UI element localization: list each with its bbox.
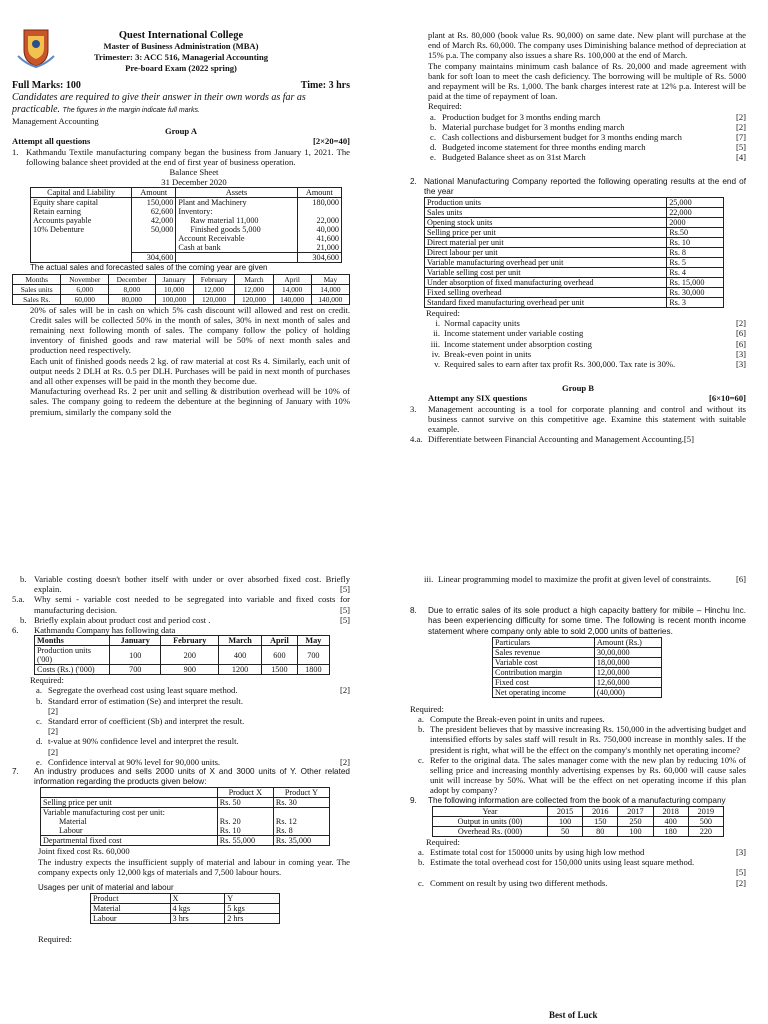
question-6: 6. Kathmandu Company has following data — [12, 625, 176, 636]
q7-usage-intro: Usages per unit of material and labour — [38, 883, 174, 893]
right-bottom-column — [410, 574, 746, 888]
subject: Management Accounting — [12, 116, 99, 126]
q6-required: Required: — [30, 675, 64, 686]
left-bottom-column — [12, 574, 350, 945]
q1-para-5: The company maintains minimum cash balance of Rs. 20,000 and made agreement with bank for soft loan to meet the cash deficiency. The borrowing will be multiple of Rs. 5000 and repayment will be Rs. 1,000. The bank charges interest rate at 12% p.a. Interest will be paid at the time of repayment of loan. — [428, 60, 746, 102]
margin-note: The figures in the margin indicate full marks. — [62, 106, 200, 114]
q9-table: Year 2015 2016 2017 2018 2019 Output in units (00) 100 150 250 400 500 Overhead Rs. (000) 50 80 100 180 220 — [432, 806, 724, 837]
question-9: 9. The following information are collected from the book of a manufacturing company — [410, 795, 726, 805]
question-8: 8. Due to erratic sales of its sole product a high capacity battery for mibile – Hinchu Inc. has been experiencing difficulty for some time. The following is recent month income statement where company only able to sold 2,000 units of batteries. — [410, 606, 746, 636]
question-4b: b. Variable costing doesn't bother itself with under or over absorbed fixed cost. Briefly explain. [5] — [20, 574, 350, 595]
q7-required: Required: — [38, 934, 72, 945]
q9-required: Required: — [426, 836, 460, 847]
q8-required-list: a. Compute the Break-even point in units and rupees. b. The president believes that by massive increasing Rs. 150,000 in the advertising budget and intensified efforts by sales staff will result in Rs. 750,000 increase in monthly sales. If the president is right, what will be the effect on the company's monthly net operating income? c. Refer to the original data. The sales manager come with the new plan by reducing 10% of selling price and increasing monthly advertising expenses by Rs. 60,000 will cause sales unit will increase by 50%. What will be the effect on net operating income if this plan adopt by company? — [418, 714, 746, 796]
q8-table: Particulars Amount (Rs.) Sales revenue 30,00,000 Variable cost 18,00,000 Contribution margin 12,00,000 Fixed cost 12,60,000 Net operating income (40,000) — [492, 637, 662, 698]
group-a-attempt-row — [12, 136, 350, 146]
full-marks: Full Marks: 100 — [12, 80, 81, 91]
q7-usage-table: Product X Y Material 4 kgs 5 kgs Labour 3 hrs 2 hrs — [90, 893, 280, 924]
q7-joint-cost: Joint fixed cost Rs. 60,000 — [38, 846, 130, 857]
question-1: 1. Kathmandu Textile manufacturing company began the business from January 1, 2021. The following balance sheet provided at the end of first year of business operation. — [12, 146, 350, 167]
group-a-attempt: Attempt all questions — [12, 136, 91, 147]
exam-title: Pre-board Exam (2022 spring) — [125, 63, 237, 73]
q8-required: Required: — [410, 703, 444, 714]
sales-intro: The actual sales and forecasted sales of the coming year are given — [30, 263, 268, 273]
question-5b: b. Briefly explain about product cost and period cost . [5] — [20, 614, 350, 625]
group-b-title: Group B — [561, 383, 595, 394]
q6-table: Months January February March April May Production units ('00) 100 200 400 600 700 Costs (Rs.) ('000) 700 900 1200 1500 1800 — [34, 635, 330, 675]
q1-para-3: Manufacturing overhead Rs. 2 per unit and selling & distribution overhead will be 10% of sales. The company going to redeem the debenture at the beginning of January with 10% premium, similarly the company sold the — [30, 386, 350, 417]
exam-time: Time: 3 hrs — [300, 80, 350, 91]
group-b-marks: [6×10=60] — [708, 393, 746, 404]
q7-table: Product X Product Y Selling price per unit Rs. 50 Rs. 30 Variable manufacturing cost per unit: Material Rs. 20 Rs. 12 Labour Rs. 10 Rs. 8 Departmental fixed cost Rs. 55,000 Rs. 35,000 — [40, 787, 330, 846]
q6-required-list: a. Segregate the overhead cost using least square method. [2] b. Standard error of estimation (Se) and interpret the result. [2] c. Standard error of coefficient (Sb) and interpret the result. [2] d. t-value at 90% confidence level and interpret the result. [2] e. Confidence interval at 90% level for 90,000 units. [2] — [36, 685, 350, 767]
q1-para-2: Each unit of finished goods needs 2 kg. of raw material at cost Rs 4. Similarly, each unit of output needs 2 DLH at Rs. 0.5 per DLH. Purchases will be paid in next month of purchases and all other expenses will be paid in the month they become due. — [30, 355, 350, 387]
q9-required-list: a. Estimate total cost for 150000 units by using high low method [3] b. Estimate the total overhead cost for 150,000 units using least square method. [5] c. Comment on result by using two different methods. [2] — [418, 847, 746, 888]
q2-required-list: i. Normal capacity units [2] ii. Income statement under variable costing [6] iii. Income statement under absorption costing [6] iv. Break-even point in units [3] v. Required sales to earn after tax profit Rs. 300,000. Tax rate is 30%. [3] — [430, 318, 746, 370]
q2-required: Required: — [426, 308, 460, 319]
instruction: Candidates are required to give their answer in their own words as far as practicable. The figures in the margin indicate full marks. — [12, 92, 306, 115]
trimester-line: Trimester: 3: ACC 516, Managerial Accounting — [93, 52, 269, 62]
footer-best-of-luck: Best of Luck — [549, 1010, 598, 1020]
bs-title: Balance Sheet — [169, 167, 219, 178]
q1-para-4: plant at Rs. 80,000 (book value Rs. 90,000) on same date. New plant will purchase at the end of March Rs. 60,000. The company uses Diminishing balance method of depreciation at 15% p.a. The company also issues a share Rs. 100,000 at the end of March. — [428, 30, 746, 61]
question-2: 2. National Manufacturing Company reported the following operating results at the end of the year — [410, 176, 746, 196]
group-b-attempt: Attempt any SIX questions — [428, 393, 528, 404]
group-a-marks: [2×20=40] — [312, 136, 350, 147]
question-4a: 4.a. Differentiate between Financial Accounting and Management Accounting.[5] — [410, 434, 694, 445]
balance-sheet-table: Capital and Liability Amount Assets Amount Equity share capital Retain earning Accounts payable 10% Debenture 150,000 62,600 42,000 50,000 Plant and Machinery Inventory: Raw material 11,000 Finished goods 5,000 Account Receivable Cash at bank 180,000 22,000 40,000 41,600 21,000 304,600 304,600 — [30, 187, 342, 263]
q1-required: Required: — [428, 101, 462, 112]
q1-required-list: a. Production budget for 3 months ending march [2] b. Material purchase budget for 3 months ending march [2] c. Cash collections and disbursement budget for 3 months ending march [7] d. Budgeted income statement for three months ending march [5] e. Budgeted Balance sheet as on 31st March [4] — [430, 111, 746, 163]
program-name: Master of Business Administration (MBA) — [103, 41, 259, 51]
sales-table: Months November December January February March April May Sales units 6,000 8,000 10,000 12,000 12,000 14,000 14,000 Sales Rs. 60,000 80,000 100,000 120,000 120,000 140,000 140,000 — [12, 274, 350, 305]
question-7: 7. An industry produces and sells 2000 units of X and 3000 units of Y. Other related information regarding the products given below: — [12, 767, 350, 787]
question-5a: 5.a. Why semi - variable cost needed to be segregated into variable and fixed costs for manufacturing decision. [5] — [12, 594, 350, 615]
exam-header — [12, 30, 350, 74]
college-name: Quest International College — [118, 30, 244, 41]
marks-time-row — [12, 80, 350, 92]
left-top-column — [12, 30, 350, 417]
group-a-title: Group A — [164, 126, 198, 137]
group-b-attempt-row — [410, 393, 746, 403]
right-top-column — [410, 30, 746, 444]
bs-date: 31 December 2020 — [161, 177, 227, 188]
q1-para-1: 20% of sales will be in cash on which 5% cash discount will allowed and rest on credit. Credit sales will be collected 50% in the month of sales, 30% in next month of sales and remaining next following month of sales. The company follow the policy of holding inventory of finished goods and raw material will be 50% of next month sales and production need respectively. — [30, 304, 350, 356]
q7-para: The industry expects the insufficient supply of material and labour in coming year. The company expects only 12,000 kgs of materials and 7,500 labour hours. — [38, 856, 350, 877]
question-3: 3. Management accounting is a tool for corporate planning and control and without its business cannot survive on this competitive age. Examine this statement with suitable example. — [410, 403, 746, 435]
q7-item-iii: iii. Linear programming model to maximize the profit at given level of constraints. [6] — [424, 574, 746, 584]
q2-table: Production units 25,000 Sales units 22,000 Opening stock units 2000 Selling price per unit Rs.50 Direct material per unit Rs. 10 Direct labour per unit Rs. 8 Variable manufacturing overhead per unit Rs. 5 Variable selling cost per unit Rs. 4 Under absorption of fixed manufacturing overhead Rs. 15,000 Fixed selling overhead Rs. 30,000 Standard fixed manufacturing overhead per unit Rs. 3 — [424, 197, 724, 308]
college-logo-icon — [16, 26, 56, 68]
